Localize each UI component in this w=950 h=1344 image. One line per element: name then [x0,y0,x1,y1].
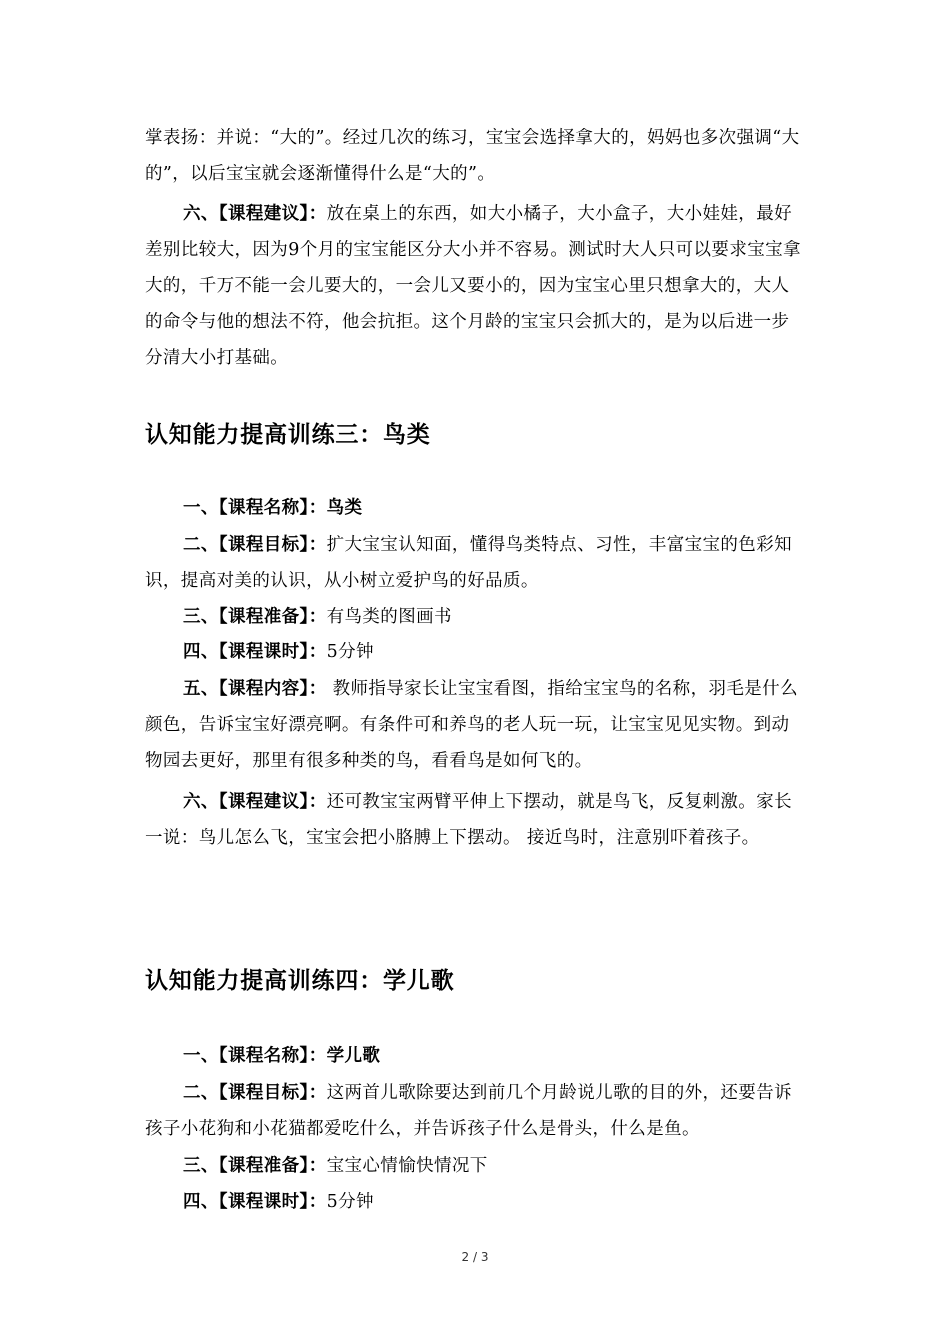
section3-prep-text: 有鸟类的图画书 [326,607,452,627]
section3-goal-text: 扩大宝宝认知面，懂得鸟类特点、习性，丰富宝宝的色彩知识，提高对美的认识，从小树立爱护鸟的好品质。 [145,535,793,591]
section4-prep-text: 宝宝心情愉快情况下 [326,1156,488,1176]
suggestion-text: 放在桌上的东西，如大小橘子，大小盒子，大小娃娃，最好差别比较大，因为9个月的宝宝能区分大小并不容易。测试时大人只可以要求宝宝拿大的，千万不能一会儿要大的，一会儿又要小的，因为宝宝心里只想拿大的，大人的命令与他的想法不符，他会抗拒。这个月龄的宝宝只会抓大的，是为以后进一步分清大小打基础。 [145,204,801,368]
section3-prep-label: 三、【课程准备】： [183,607,327,627]
section3-time-label: 四、【课程课时】： [183,642,327,662]
section4-time-text: 5分钟 [326,1192,374,1212]
section4-time-row [145,1184,805,1220]
continuation-paragraph [145,120,805,192]
section3-name-label: 一、【课程名称】： [183,498,327,518]
continuation-text: 掌表扬：并说：“大的”。经过几次的练习，宝宝会选择拿大的，妈妈也多次强调“大的”，以后宝宝就会逐渐懂得什么是“大的”。 [145,128,800,184]
section4-goal-text: 这两首儿歌除要达到前几个月龄说儿歌的目的外，还要告诉孩子小花狗和小花猫都爱吃什么，并告诉孩子什么是骨头，什么是鱼。 [145,1083,793,1139]
section3-goal-label: 二、【课程目标】： [183,535,327,555]
section4-heading: 认知能力提高训练四：学儿歌 [145,968,455,994]
page-number: 2 / 3 [461,1250,489,1264]
section3-name-row [145,490,805,526]
section4-name-value: 学儿歌 [326,1046,381,1066]
section3-prep-row [145,599,805,635]
section4-name-label: 一、【课程名称】： [183,1046,327,1066]
section3-heading: 认知能力提高训练三：鸟类 [145,422,431,448]
section4-time-label: 四、【课程课时】： [183,1192,327,1212]
section4-goal-label: 二、【课程目标】： [183,1083,327,1103]
section4-name-row [145,1038,805,1074]
section3-suggest-label: 六、【课程建议】： [183,792,327,812]
section4-prep-row [145,1148,805,1184]
section3-goal-row [145,527,805,599]
section3-content-text: 教师指导家长让宝宝看图，指给宝宝鸟的名称，羽毛是什么颜色，告诉宝宝好漂亮啊。有条件可和养鸟的老人玩一玩，让宝宝见见实物。到动物园去更好，那里有很多种类的鸟，看看鸟是如何飞的。 [145,679,798,771]
suggestion-paragraph [145,196,805,376]
section3-suggest-row [145,784,805,856]
section3-name-value: 鸟类 [326,498,363,518]
suggestion-label: 六、【课程建议】： [183,204,327,224]
section3-time-row [145,634,805,670]
section3-content-row [145,671,805,779]
section4-goal-row [145,1075,805,1147]
section4-prep-label: 三、【课程准备】： [183,1156,327,1176]
section3-suggest-text: 还可教宝宝两臂平伸上下摆动，就是鸟飞，反复刺激。家长一说：鸟儿怎么飞，宝宝会把小胳膊上下摆动。 接近鸟时，注意别吓着孩子。 [145,792,793,848]
section3-time-text: 5分钟 [326,642,374,662]
section3-content-label: 五、【课程内容】： [183,679,327,699]
